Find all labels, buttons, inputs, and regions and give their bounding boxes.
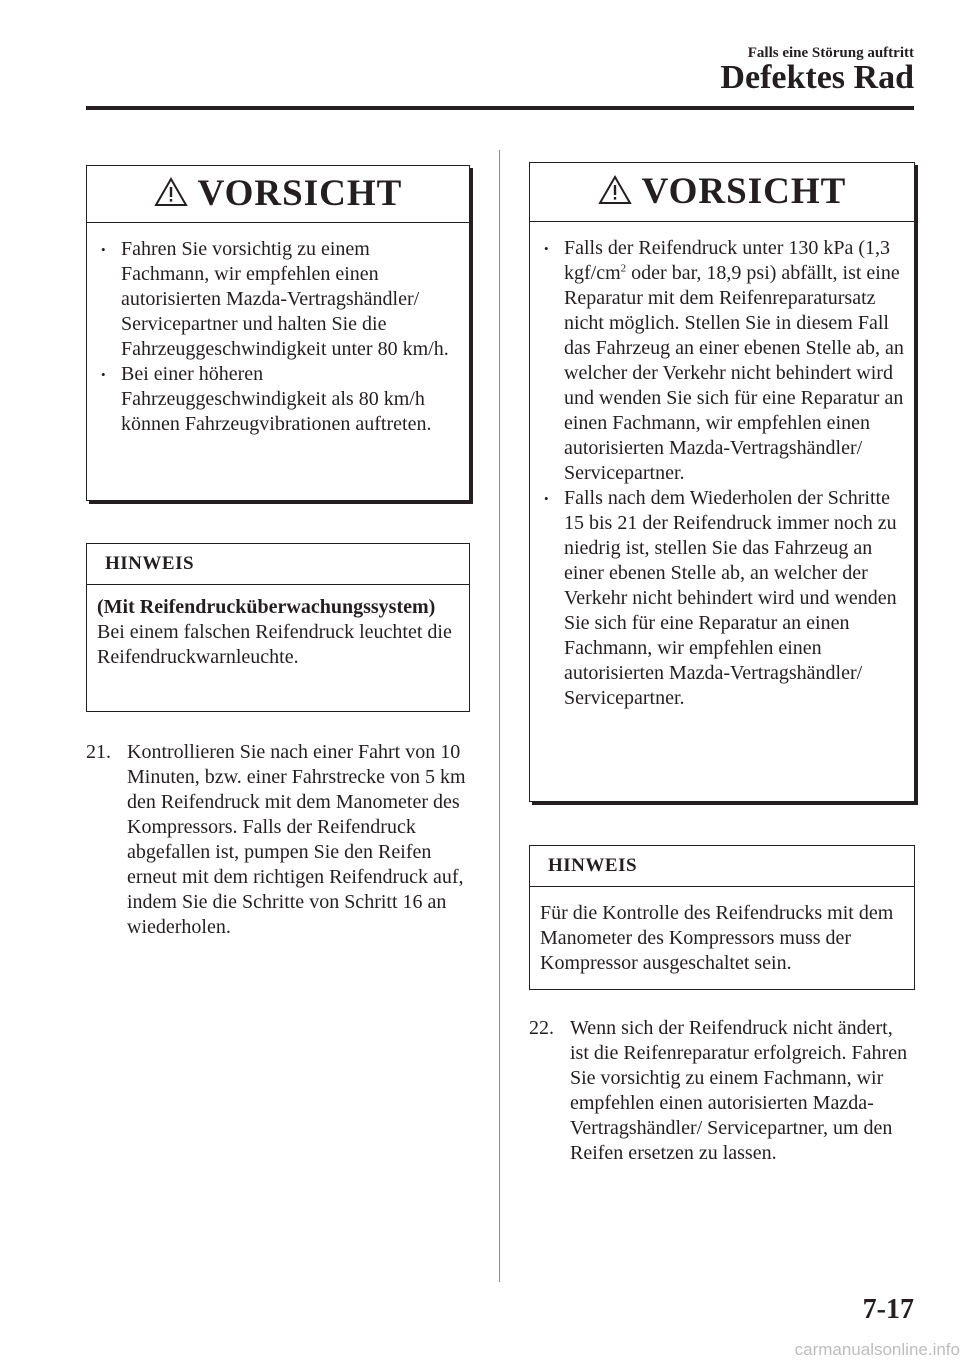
caution-header bbox=[87, 166, 469, 223]
watermark: carmanualsonline.info bbox=[794, 1340, 960, 1359]
superscript: 2 bbox=[620, 262, 627, 275]
caution-box-left bbox=[86, 165, 470, 501]
caution-header bbox=[530, 163, 914, 222]
caution-item-text: oder bar, 18,9 psi) abfällt, ist eine Reparatur mit dem Reifenreparatursatz nicht möglich. Stellen Sie in diesem Fall das Fahrzeug an einer ebenen Stelle ab, an welcher der Verkehr nicht behindert wird und wenden Sie sich für eine Reparatur an einen Fachmann, wir empfehlen einen autorisierten Mazda-Vertragshändler/ Servicepartner. bbox=[564, 262, 904, 484]
caution-box-right bbox=[529, 162, 915, 802]
caution-item-text: Falls der Reifendruck unter 130 kPa (1,3 kgf/cm bbox=[564, 237, 891, 284]
caution-list bbox=[87, 223, 469, 437]
hinweis-box-right bbox=[529, 845, 915, 990]
hinweis-body bbox=[87, 585, 469, 670]
step-21 bbox=[86, 740, 470, 940]
hinweis-text: Bei einem falschen Reifendruck leuchtet die Reifendruckwarnleuchte. bbox=[97, 621, 452, 668]
step-number: 22. bbox=[529, 1017, 554, 1039]
column-divider bbox=[499, 150, 500, 1282]
header-rule bbox=[86, 106, 914, 110]
warning-triangle-icon bbox=[154, 176, 188, 208]
hinweis-text: Für die Kontrolle des Reifendrucks mit dem Manometer des Kompressors muss der Kompressor ausgeschaltet sein. bbox=[540, 902, 894, 974]
hinweis-header: HINWEIS bbox=[87, 544, 469, 585]
caution-item: • Bei einer höheren Fahrzeuggeschwindigkeit als 80 km/h können Fahrzeugvibrationen auftreten. bbox=[87, 362, 463, 437]
caution-item: • Falls nach dem Wiederholen der Schritte 15 bis 21 der Reifendruck immer noch zu niedrig ist, stellen Sie das Fahrzeug an einer ebenen Stelle ab, an welcher der Verkehr nicht behindert wird und wenden Sie sich für eine Reparatur an einen Fachmann, wir empfehlen einen autorisierten Mazda-Vertragshändler/ Servicepartner. bbox=[530, 486, 910, 711]
hinweis-box-left bbox=[86, 543, 470, 712]
hinweis-condition: (Mit Reifendrucküberwachungssystem) bbox=[97, 596, 436, 618]
hinweis-header: HINWEIS bbox=[530, 846, 914, 887]
warning-triangle-icon bbox=[598, 174, 632, 206]
page-number: 7-17 bbox=[862, 1294, 914, 1325]
caution-title: VORSICHT bbox=[197, 173, 403, 214]
step-text: Wenn sich der Reifendruck nicht ändert, ist die Reifenreparatur erfolgreich. Fahren Sie vorsichtig zu einem Fachmann, wir empfehlen einen autorisierten Mazda-Vertragshändler/ Servicepartner, um den Reifen ersetzen zu lassen. bbox=[570, 1017, 908, 1164]
page-title: Defektes Rad bbox=[720, 59, 914, 96]
section-heading: Falls eine Störung auftritt bbox=[747, 45, 914, 61]
caution-title: VORSICHT bbox=[641, 171, 847, 212]
step-22 bbox=[529, 1016, 915, 1166]
step-number: 21. bbox=[86, 741, 111, 763]
caution-list bbox=[530, 222, 914, 711]
step-text: Kontrollieren Sie nach einer Fahrt von 10 Minuten, bzw. einer Fahrstrecke von 5 km den Reifendruck mit dem Manometer des Kompressors. Falls der Reifendruck abgefallen ist, pumpen Sie den Reifen erneut mit dem richtigen Reifendruck auf, indem Sie die Schritte von Schritt 16 an wiederholen. bbox=[127, 741, 466, 938]
caution-item: • Fahren Sie vorsichtig zu einem Fachmann, wir empfehlen einen autorisierten Mazda-Vertragshändler/ Servicepartner und halten Sie die Fahrzeuggeschwindigkeit unter 80 km/h. bbox=[87, 237, 463, 362]
caution-item bbox=[530, 236, 910, 486]
